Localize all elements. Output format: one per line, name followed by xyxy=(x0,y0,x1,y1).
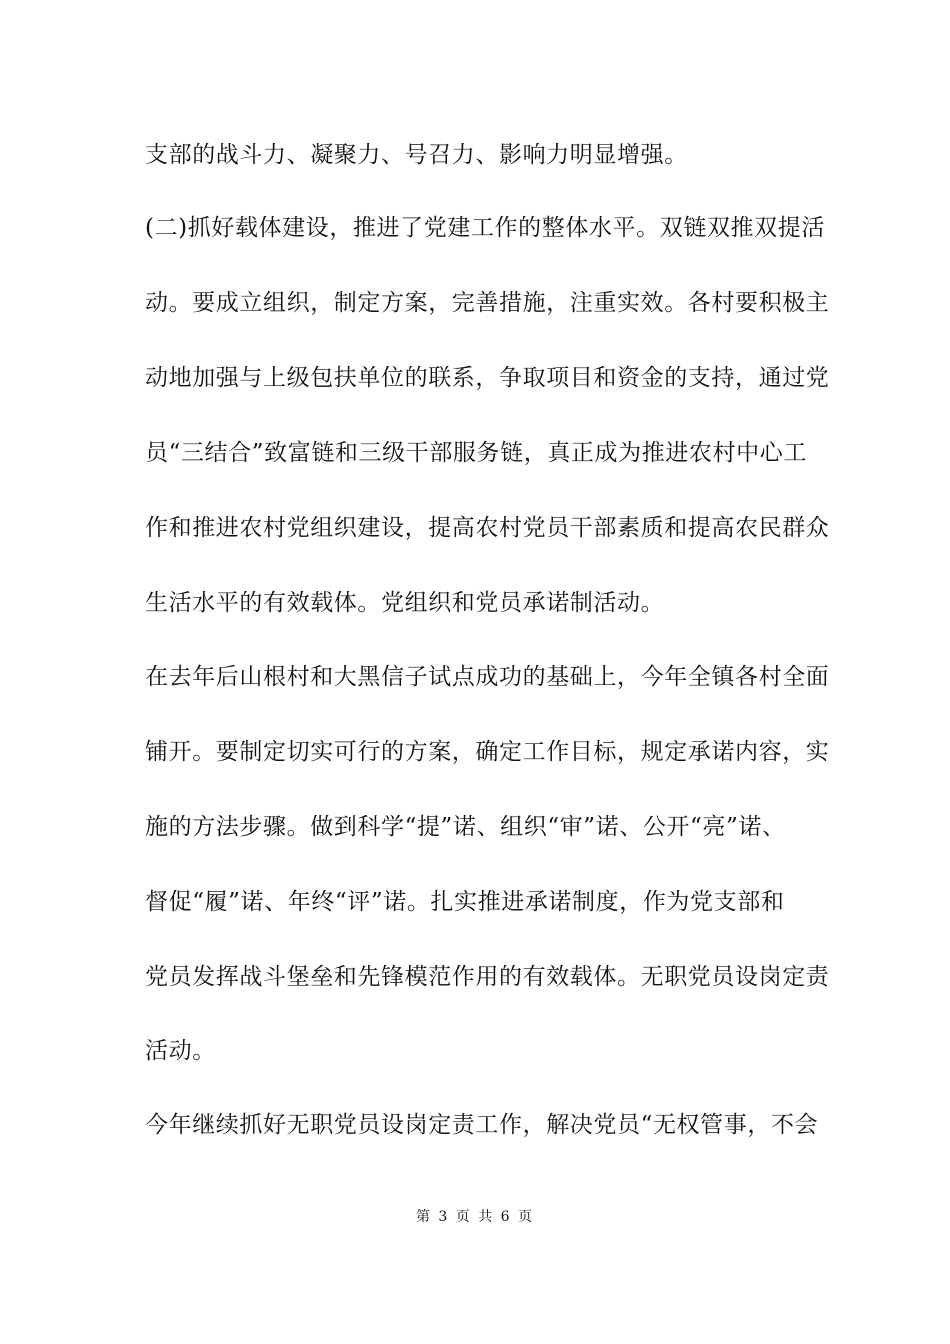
body-text-line: 作和推进农村党组织建设，提高农村党员干部素质和提高农民群众 xyxy=(145,515,830,541)
body-text-line: 员“三结合”致富链和三级干部服务链，真正成为推进农村中心工 xyxy=(145,440,807,466)
body-text-line: 施的方法步骤。做到科学“提”诺、组织“审”诺、公开“亮”诺、 xyxy=(145,814,786,840)
body-text-line: 今年继续抓好无职党员设岗定责工作，解决党员“无权管事，不会 xyxy=(145,1112,819,1138)
body-text-line: 动地加强与上级包扶单位的联系，争取项目和资金的支持，通过党 xyxy=(145,365,830,391)
body-text-line: 党员发挥战斗堡垒和先锋模范作用的有效载体。无职党员设岗定责 xyxy=(145,964,830,990)
body-text-line: 生活水平的有效载体。党组织和党员承诺制活动。 xyxy=(145,590,665,616)
body-text-line: 铺开。要制定切实可行的方案，确定工作目标，规定承诺内容，实 xyxy=(145,739,830,765)
body-text-line: 支部的战斗力、凝聚力、号召力、影响力明显增强。 xyxy=(145,142,688,168)
body-text-line: 动。要成立组织，制定方案，完善措施，注重实效。各村要积极主 xyxy=(145,290,830,316)
body-text-line: 督促“履”诺、年终“评”诺。扎实推进承诺制度，作为党支部和 xyxy=(145,889,785,915)
page-number-footer: 第 3 页 共 6 页 xyxy=(415,1209,535,1225)
body-text-line: (二)抓好载体建设，推进了党建工作的整体水平。双链双推双提活 xyxy=(145,215,825,241)
body-text-line: 活动。 xyxy=(145,1038,216,1064)
body-text-line: 在去年后山根村和大黑信子试点成功的基础上，今年全镇各村全面 xyxy=(145,664,830,690)
